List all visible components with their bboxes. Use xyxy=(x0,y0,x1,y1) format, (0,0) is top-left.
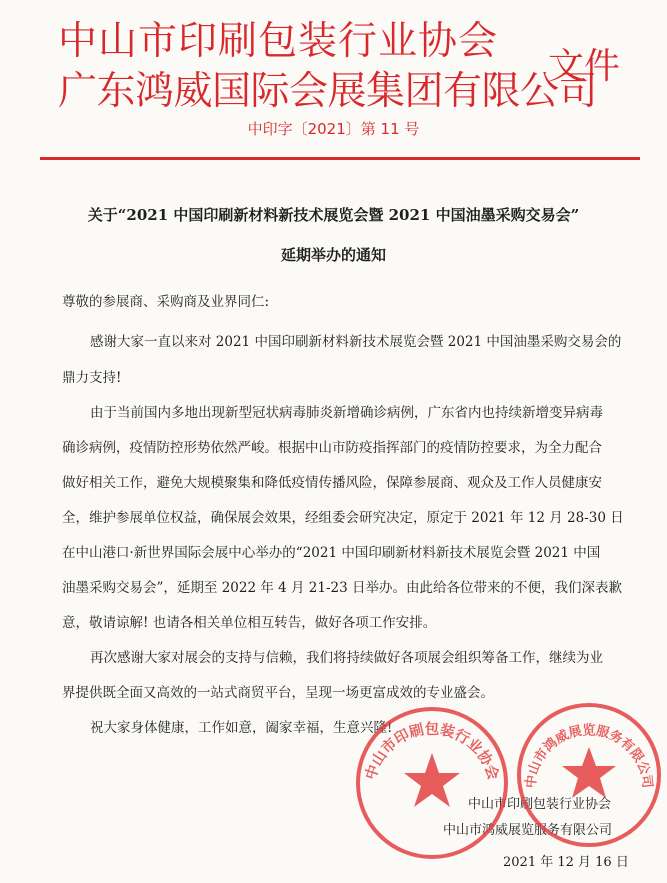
document-number: 中印字〔2021〕第 11 号 xyxy=(247,120,420,138)
signature-date: 2021 年 12 月 16 日 xyxy=(503,855,629,870)
letterhead-org2: 广东鸿威国际会展集团有限公司 xyxy=(58,69,598,114)
body-line: 鼎力支持! xyxy=(62,370,122,386)
letterhead-document-label: 文件 xyxy=(548,46,621,87)
body-line: 油墨采购交易会”，延期至 2022 年 4 月 21-23 日举办。由此给各位带来的不便，我们深表歉 xyxy=(62,580,623,596)
svg-text:中山市印刷包装行业协会: 中山市印刷包装行业协会 xyxy=(363,721,501,782)
body-line: 界提供既全面又高效的一站式商贸平台，呈现一场更富成效的专业盛会。 xyxy=(62,685,494,701)
svg-text:中山市鸿威展览服务有限公司: 中山市鸿威展览服务有限公司 xyxy=(523,723,655,789)
signature-org2: 中山市鸿威展览服务有限公司 xyxy=(443,823,613,838)
notice-title-line1: 关于“2021 中国印刷新材料新技术展览会暨 2021 中国油墨采购交易会” xyxy=(87,206,580,224)
body-line: 祝大家身体健康，工作如意，阖家幸福，生意兴隆! xyxy=(90,720,393,736)
red-divider xyxy=(40,157,640,160)
letterhead-org1: 中山市印刷包装行业协会 xyxy=(58,19,499,64)
company-seal xyxy=(513,699,665,851)
body-line: 确诊病例，疫情防控形势依然严峻。根据中山市防疫指挥部门的疫情防控要求，为全力配合 xyxy=(62,440,602,456)
signature-org1: 中山市印刷包装行业协会 xyxy=(468,797,612,812)
body-line: 做好相关工作，避免大规模聚集和降低疫情传播风险，保障参展商、观众及工作人员健康安 xyxy=(62,475,602,491)
notice-title-line2: 延期举办的通知 xyxy=(280,246,386,264)
body-line: 意，敬请谅解! 也请各相关单位相互转告，做好各项工作安排。 xyxy=(62,615,437,631)
association-seal xyxy=(352,703,512,863)
body-line: 感谢大家一直以来对 2021 中国印刷新材料新技术展览会暨 2021 中国油墨采购交易会的 xyxy=(90,334,622,350)
body-line: 尊敬的参展商、采购商及业界同仁: xyxy=(62,294,270,310)
body-line: 在中山港口·新世界国际会展中心举办的“2021 中国印刷新材料新技术展览会暨 2021 中国 xyxy=(62,545,601,561)
body-line: 全，维护参展单位权益，确保展会效果，经组委会研究决定，原定于 2021 年 12 月 28-30 日 xyxy=(62,510,624,526)
body-line: 由于当前国内多地出现新型冠状病毒肺炎新增确诊病例，广东省内也持续新增变异病毒 xyxy=(90,405,603,421)
body-line: 再次感谢大家对展会的支持与信赖，我们将持续做好各项展会组织筹备工作，继续为业 xyxy=(90,650,603,666)
